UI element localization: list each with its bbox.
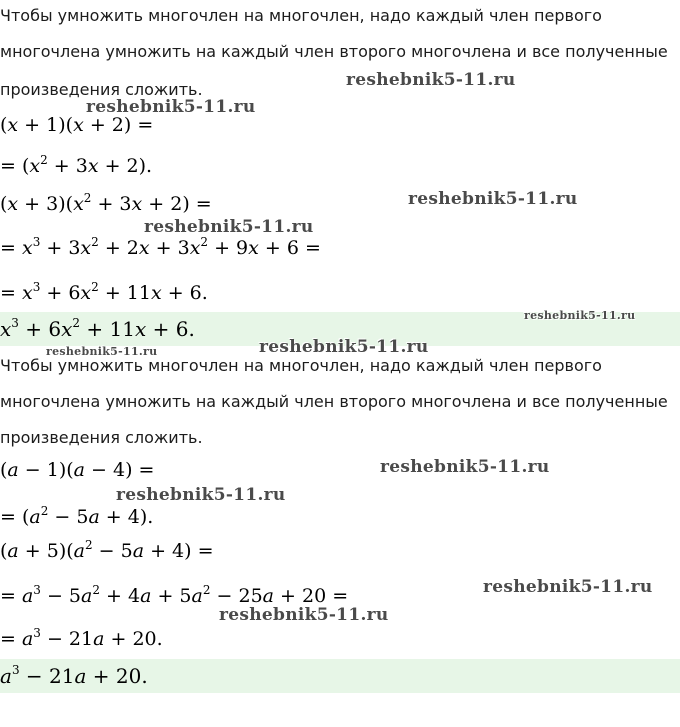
rule-line-6: произведения сложить. [0, 428, 203, 447]
rule-line-5: многочлена умножить на каждый член второго многочлена и все полученные [0, 392, 668, 411]
rule-line-1: Чтобы умножить многочлен на многочлен, надо каждый член первого [0, 6, 602, 25]
watermark: reshebnik5-11.ru [408, 189, 578, 209]
watermark: reshebnik5-11.ru [86, 97, 256, 117]
watermark: reshebnik5-11.ru [259, 337, 429, 357]
math-step-1: (x + 1)(x + 2) = [0, 114, 154, 136]
math-step-8: $(a + 5)(a^2 - 5a + 4)$ = [0, 537, 214, 562]
rule-line-2: многочлена умножить на каждый член второго многочлена и все полученные [0, 42, 668, 61]
watermark: reshebnik5-11.ru [380, 457, 550, 477]
math-step-2: = $(x^2 + 3x + 2)$. [0, 152, 153, 177]
watermark: reshebnik5-11.ru [46, 345, 158, 358]
watermark: reshebnik5-11.ru [144, 217, 314, 237]
math-step-10: = $a^3 - 21a + 20$. [0, 625, 163, 650]
math-step-5: = $x^3 + 6x^2 + 11x + 6$. [0, 279, 208, 304]
math-step-7: = $(a^2 - 5a + 4)$. [0, 503, 154, 528]
watermark: reshebnik5-11.ru [524, 309, 636, 322]
math-step-4: = $x^3 + 3x^2 + 2x + 3x^2 + 9x + 6$ = [0, 234, 321, 259]
answer-2: $a^3 - 21a + 20$. [0, 663, 148, 688]
rule-line-3: произведения сложить. [0, 80, 203, 99]
math-step-6: (a − 1)(a − 4) = [0, 459, 155, 481]
answer-box-2 [0, 659, 680, 693]
watermark: reshebnik5-11.ru [483, 577, 653, 597]
watermark: reshebnik5-11.ru [116, 485, 286, 505]
answer-1: $x^3 + 6x^2 + 11x + 6$. [0, 316, 195, 341]
watermark: reshebnik5-11.ru [219, 605, 389, 625]
rule-line-4: Чтобы умножить многочлен на многочлен, надо каждый член первого [0, 356, 602, 375]
math-step-9: = $a^3 - 5a^2 + 4a + 5a^2 - 25a + 20$ = [0, 582, 349, 607]
math-step-3: $(x + 3)(x^2 + 3x + 2)$ = [0, 190, 212, 215]
watermark: reshebnik5-11.ru [346, 70, 516, 90]
